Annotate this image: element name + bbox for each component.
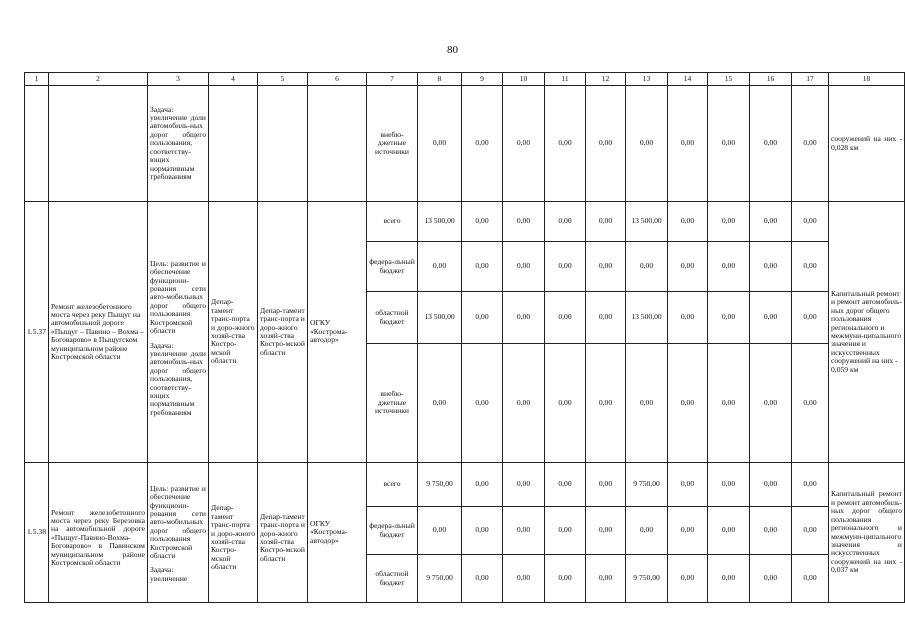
column-number-16: 16 (750, 73, 792, 86)
cell-value: 0,00 (792, 555, 829, 603)
cell-value: 0,00 (462, 463, 503, 507)
cell-value: 0,00 (792, 344, 829, 463)
cell-value: 9 750,00 (626, 555, 668, 603)
cell-result: Капитальный ремонт и ремонт автомобиль-ных дорог общего пользования регионального и межмуни-ципального значения и искусственных сооружений на них - 0,059 км (829, 202, 905, 463)
cell-source: всего (367, 463, 418, 507)
column-number-17: 17 (792, 73, 829, 86)
cell-value: 0,00 (462, 344, 503, 463)
cell-value: 0,00 (792, 86, 829, 202)
column-number-11: 11 (545, 73, 586, 86)
goal-text: Цель: развитие и обеспечение функциони-рования сети авто-мобильных дорог общего пользования Костромской области (150, 483, 206, 561)
cell-value: 0,00 (418, 86, 462, 202)
cell-value: 0,00 (708, 344, 750, 463)
cell-num: 1.5.38 (25, 463, 49, 603)
column-number-row (25, 73, 905, 86)
column-number-6: 6 (308, 73, 367, 86)
cell-value: 0,00 (668, 463, 708, 507)
cell-value: 0,00 (545, 507, 586, 555)
cell-value: 0,00 (503, 555, 545, 603)
column-number-18: 18 (829, 73, 905, 86)
cell-value: 0,00 (586, 507, 626, 555)
cell-value: 0,00 (708, 292, 750, 344)
cell-source: федера-льный бюджет (367, 507, 418, 555)
cell-value: 13 500,00 (626, 202, 668, 242)
cell-value: 0,00 (708, 555, 750, 603)
cell-name: Ремонт железобетонного моста через реку Пыщуг на автомобильной дороге «Пыщуг – Павино – Вохма – Боговарово» в Пыщугском муниципальном районе Костромской области (49, 202, 148, 463)
cell-num (25, 86, 49, 202)
task-text: Задача: увеличение доли автомобиль-ных дорог общего пользования, соответству-ющих нормативным требованиям (150, 340, 206, 417)
cell-goal-task (148, 463, 209, 603)
cell-value: 0,00 (792, 292, 829, 344)
cell-value: 0,00 (462, 292, 503, 344)
cell-source: федера-льный бюджет (367, 242, 418, 292)
cell-value: 0,00 (418, 344, 462, 463)
cell-responsible: Депар-тамент транс-порта и доро-жного хозяй-ства Костро-мской области (209, 463, 258, 603)
cell-value: 0,00 (545, 242, 586, 292)
cell-value: 0,00 (462, 507, 503, 555)
cell-value: 0,00 (545, 86, 586, 202)
cell-value: 0,00 (750, 507, 792, 555)
cell-value: 0,00 (462, 242, 503, 292)
cell-value: 0,00 (586, 463, 626, 507)
cell-value: 0,00 (626, 242, 668, 292)
cell-value: 0,00 (792, 202, 829, 242)
cell-value: 0,00 (503, 86, 545, 202)
cell-value: 0,00 (708, 202, 750, 242)
cell-value: 0,00 (545, 292, 586, 344)
cell-value: 0,00 (586, 292, 626, 344)
column-number-8: 8 (418, 73, 462, 86)
cell-value: 13 500,00 (626, 292, 668, 344)
cell-value: 0,00 (792, 507, 829, 555)
column-number-7: 7 (367, 73, 418, 86)
cell-value: 0,00 (503, 344, 545, 463)
cell-value: 0,00 (708, 507, 750, 555)
cell-value: 0,00 (668, 507, 708, 555)
cell-value: 0,00 (708, 86, 750, 202)
cell-value: 0,00 (668, 555, 708, 603)
goal-text: Цель: развитие и обеспечение функциони-рования сети авто-мобильных дорог общего пользования Костромской области (150, 258, 206, 336)
column-number-10: 10 (503, 73, 545, 86)
cell-executor: ОГКУ «Кострома-автодор» (308, 202, 367, 463)
cell-responsible: Депар-тамент транс-порта и доро-жного хозяй-ства Костро-мской области (209, 202, 258, 463)
cell-value: 0,00 (626, 344, 668, 463)
cell-num: 1.5.37 (25, 202, 49, 463)
cell-value: 0,00 (503, 202, 545, 242)
cell-value: 0,00 (668, 242, 708, 292)
column-number-9: 9 (462, 73, 503, 86)
column-number-4: 4 (209, 73, 258, 86)
cell-value: 0,00 (418, 242, 462, 292)
cell-coexecutor: Депар-тамент транс-порта и доро-жного хозяй-ства Костро-мской области (258, 202, 308, 463)
column-number-12: 12 (586, 73, 626, 86)
cell-value: 0,00 (668, 292, 708, 344)
task-text: Задача: увеличение (150, 565, 188, 583)
cell-value: 0,00 (545, 555, 586, 603)
cell-value: 0,00 (626, 86, 668, 202)
cell-value: 0,00 (750, 292, 792, 344)
column-number-13: 13 (626, 73, 668, 86)
table-row (25, 463, 905, 507)
cell-result: сооружений на них - 0,028 км (829, 86, 905, 202)
cell-executor (308, 86, 367, 202)
cell-value: 9 750,00 (418, 463, 462, 507)
cell-value: 13 500,00 (418, 202, 462, 242)
column-number-3: 3 (148, 73, 209, 86)
cell-value: 0,00 (545, 344, 586, 463)
page-number: 80 (447, 44, 458, 56)
cell-value: 0,00 (586, 555, 626, 603)
cell-goal-task (148, 202, 209, 463)
column-number-15: 15 (708, 73, 750, 86)
cell-coexecutor (258, 86, 308, 202)
cell-value: 0,00 (708, 242, 750, 292)
cell-value: 0,00 (792, 463, 829, 507)
cell-value: 0,00 (626, 507, 668, 555)
cell-value: 0,00 (503, 507, 545, 555)
cell-source: областной бюджет (367, 292, 418, 344)
cell-task: Задача: увеличение доли автомобиль-ных дорог общего пользования, соответству-ющих нормативным требованиям (148, 86, 209, 202)
program-table (24, 72, 905, 603)
column-number-14: 14 (668, 73, 708, 86)
cell-value: 0,00 (750, 202, 792, 242)
cell-value: 0,00 (586, 86, 626, 202)
table-row (25, 86, 905, 202)
cell-responsible (209, 86, 258, 202)
cell-value: 0,00 (750, 555, 792, 603)
cell-value: 0,00 (668, 202, 708, 242)
cell-value: 0,00 (792, 242, 829, 292)
cell-value: 0,00 (503, 463, 545, 507)
cell-value: 0,00 (462, 202, 503, 242)
cell-value: 0,00 (586, 344, 626, 463)
cell-source: внебю-джетные источники (367, 344, 418, 463)
cell-name: Ремонт железобетонного моста через реку Березовка на автомобильной дороге «Пыщуг-Павино-Вохма-Боговарово» в Павинском муниципальном районе Костромской области (49, 463, 148, 603)
cell-value: 9 750,00 (626, 463, 668, 507)
cell-value: 0,00 (708, 463, 750, 507)
cell-name (49, 86, 148, 202)
cell-coexecutor: Депар-тамент транс-порта и доро-жного хозяй-ства Костро-мской области (258, 463, 308, 603)
cell-value: 0,00 (462, 86, 503, 202)
cell-source: внебю-джетные источники (367, 86, 418, 202)
cell-value: 0,00 (545, 202, 586, 242)
cell-value: 9 750,00 (418, 555, 462, 603)
cell-source: всего (367, 202, 418, 242)
cell-value: 0,00 (586, 202, 626, 242)
cell-value: 0,00 (418, 507, 462, 555)
cell-value: 0,00 (545, 463, 586, 507)
table-row (25, 202, 905, 242)
cell-value: 0,00 (462, 555, 503, 603)
cell-value: 0,00 (668, 86, 708, 202)
cell-value: 0,00 (750, 344, 792, 463)
cell-value: 0,00 (750, 463, 792, 507)
column-number-5: 5 (258, 73, 308, 86)
cell-executor: ОГКУ «Кострома-автодор» (308, 463, 367, 603)
cell-value: 0,00 (503, 242, 545, 292)
cell-value: 0,00 (668, 344, 708, 463)
cell-value: 0,00 (503, 292, 545, 344)
cell-value: 0,00 (750, 86, 792, 202)
column-number-2: 2 (49, 73, 148, 86)
cell-value: 0,00 (586, 242, 626, 292)
cell-result: Капитальный ремонт и ремонт автомобиль-ных дорог общего пользования регионального и межмуни-ципального значения и искусственных сооружений на них - 0,037 км (829, 463, 905, 603)
cell-value: 13 500,00 (418, 292, 462, 344)
cell-source: областной бюджет (367, 555, 418, 603)
cell-value: 0,00 (750, 242, 792, 292)
column-number-1: 1 (25, 73, 49, 86)
